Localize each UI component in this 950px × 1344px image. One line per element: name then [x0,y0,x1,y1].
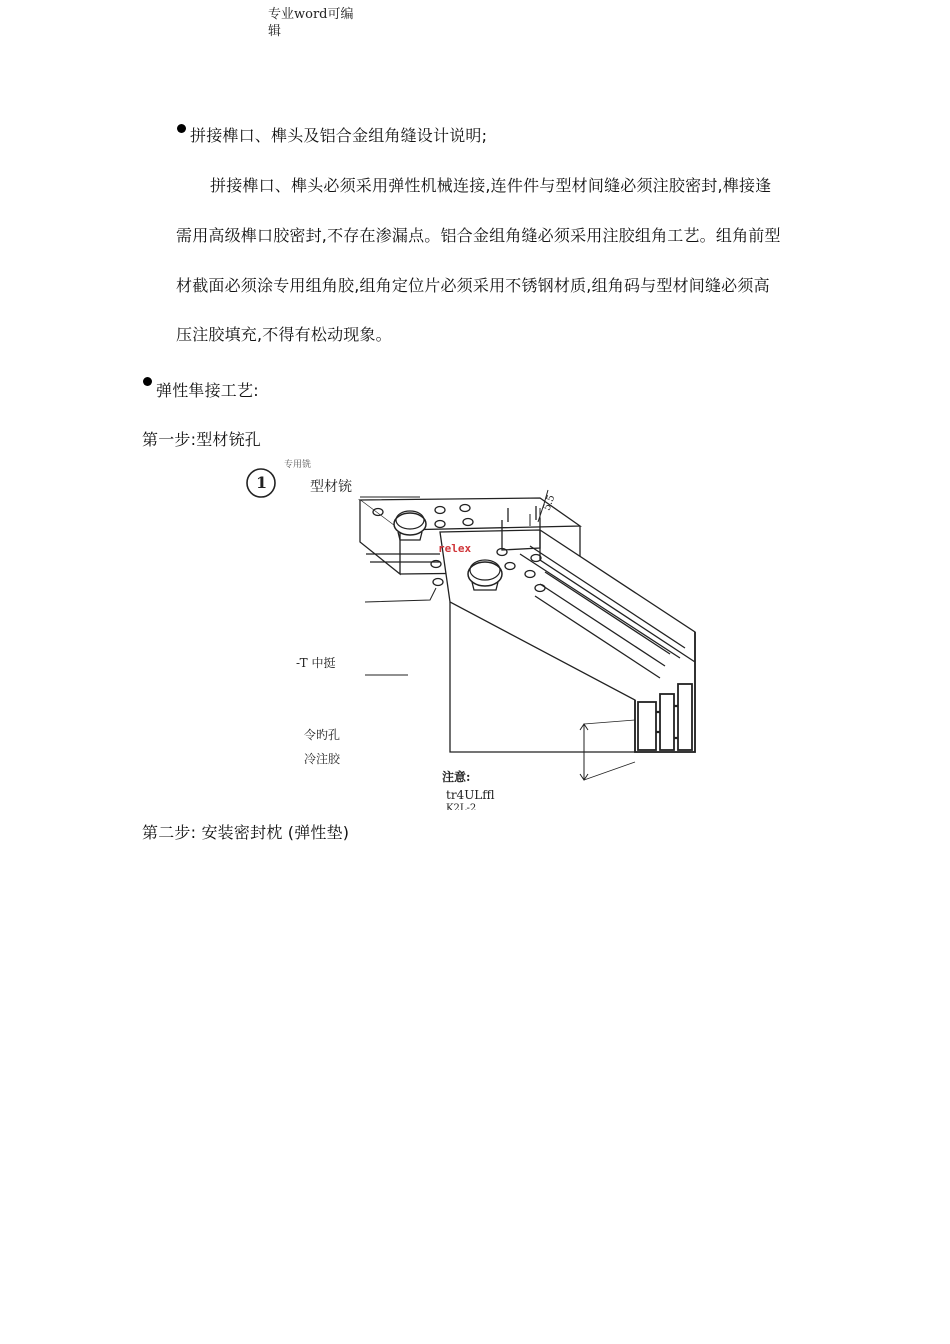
label-note: 注意: [442,770,471,784]
section1-heading: 拼接榫口、榫头及铝合金组角缝设计说明; [190,126,488,145]
page-header [268,6,378,40]
label-note-line-1: tr4ULffl [446,788,495,802]
step2-title: 第二步: 安装密封枕 (弹性垫) [142,823,350,842]
label-hole: 令旳孔 [304,728,341,742]
section1-line-2: 需用高级榫口胶密封,不存在渗漏点。铝合金组角缝必须采用注胶组角工艺。组角前型 [176,226,781,245]
label-note-line-2: K2L-2 [446,803,477,810]
label-glue: 冷注胶 [304,752,341,766]
section1-line-1: 拼接榫口、榫头必须采用弹性机械连接,连件件与型材间缝必须注胶密封,榫接逢 [210,176,772,195]
header-line-1: 专业word可编 [268,7,354,22]
header-line-2: 辑 [268,24,282,39]
section1-line-4: 压注胶填充,不得有松动现象。 [176,325,392,344]
label-middle-rail: -T 中挺 [296,656,336,670]
bullet-icon [177,124,186,133]
label-profile-milling: 型材铳 [310,479,352,495]
section1-line-3: 材截面必须涂专用组角胶,组角定位片必须采用不锈钢材质,组角码与型材间缝必须高 [176,276,770,295]
step1-title: 第一步:型材铳孔 [142,430,261,449]
bullet-icon [143,377,152,386]
label-top-cut: 专用铣 [284,460,312,470]
figure-brand-label: relex [438,542,472,555]
profile-milling-figure [240,462,710,810]
section2-heading: 弹性隼接工艺: [156,381,259,400]
label-dimension: 5.5 [541,493,558,513]
step-number-label: 1 [256,473,268,492]
